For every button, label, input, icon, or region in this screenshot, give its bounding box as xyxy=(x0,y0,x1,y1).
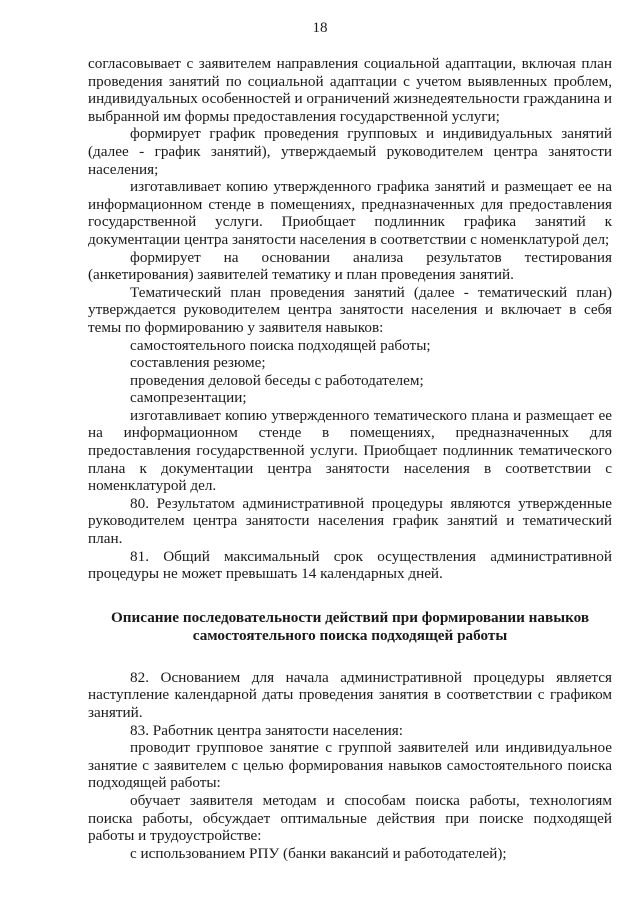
paragraph: обучает заявителя методам и способам поиска работы, технологиям поиска работы, обсуждает оптимальные действия при поиске подходящей работы и трудоустройстве: xyxy=(88,791,612,845)
section-heading: Описание последовательности действий при формировании навыков самостоятельного поиска подходящей работы xyxy=(110,608,590,644)
paragraph: изготавливает копию утвержденного тематического плана и размещает ее на информационном стенде в помещениях, предназначенных для предоставления государственной услуги. Приобщает подлинник тематического плана к документации центра занятости населения в соответствии с номенклатурой дел. xyxy=(88,406,612,495)
paragraph-81: 81. Общий максимальный срок осуществления административной процедуры не может превышать 14 календарных дней. xyxy=(88,547,612,583)
page-number: 18 xyxy=(312,20,328,36)
document-body xyxy=(88,55,612,862)
paragraph: проводит групповое занятие с группой заявителей или индивидуальное занятие с заявителем с целью формирования навыков самостоятельного поиска подходящей работы: xyxy=(88,739,612,792)
paragraph-80: 80. Результатом административной процедуры являются утвержденные руководителем центра занятости населения график занятий и тематический план. xyxy=(88,494,612,548)
list-item: проведения деловой беседы с работодателем; xyxy=(130,371,424,389)
paragraph: изготавливает копию утвержденного графика занятий и размещает ее на информационном стенде в помещениях, предназначенных для предоставления государственной услуги. Приобщает подлинник графика занятий к документации центра занятости населения в соответствии с номенклатурой дел; xyxy=(88,178,612,248)
paragraph: формирует на основании анализа результатов тестирования (анкетирования) заявителей тематику и план проведения занятий. xyxy=(88,248,612,284)
list-item: самостоятельного поиска подходящей работы; xyxy=(130,336,431,354)
paragraph-83: 83. Работник центра занятости населения: xyxy=(130,721,403,739)
paragraph: с использованием РПУ (банки вакансий и работодателей); xyxy=(130,844,507,862)
list-item: самопрезентации; xyxy=(130,389,247,407)
paragraph: формирует график проведения групповых и индивидуальных занятий (далее - график занятий), утверждаемый руководителем центра занятости населения; xyxy=(88,125,612,178)
paragraph: согласовывает с заявителем направления социальной адаптации, включая план проведения занятий по социальной адаптации с учетом выявленных проблем, индивидуальных особенностей и ограничений жизнедеятельности гражданина и выбранной им формы предоставления государственной услуги; xyxy=(88,55,612,125)
paragraph-82: 82. Основанием для начала административной процедуры является наступление календарной даты проведения занятия в соответствии с графиком занятий. xyxy=(88,668,612,721)
list-item: составления резюме; xyxy=(130,354,266,372)
paragraph: Тематический план проведения занятий (далее - тематический план) утверждается руководителем центра занятости населения и включает в себя темы по формированию у заявителя навыков: xyxy=(88,283,612,336)
